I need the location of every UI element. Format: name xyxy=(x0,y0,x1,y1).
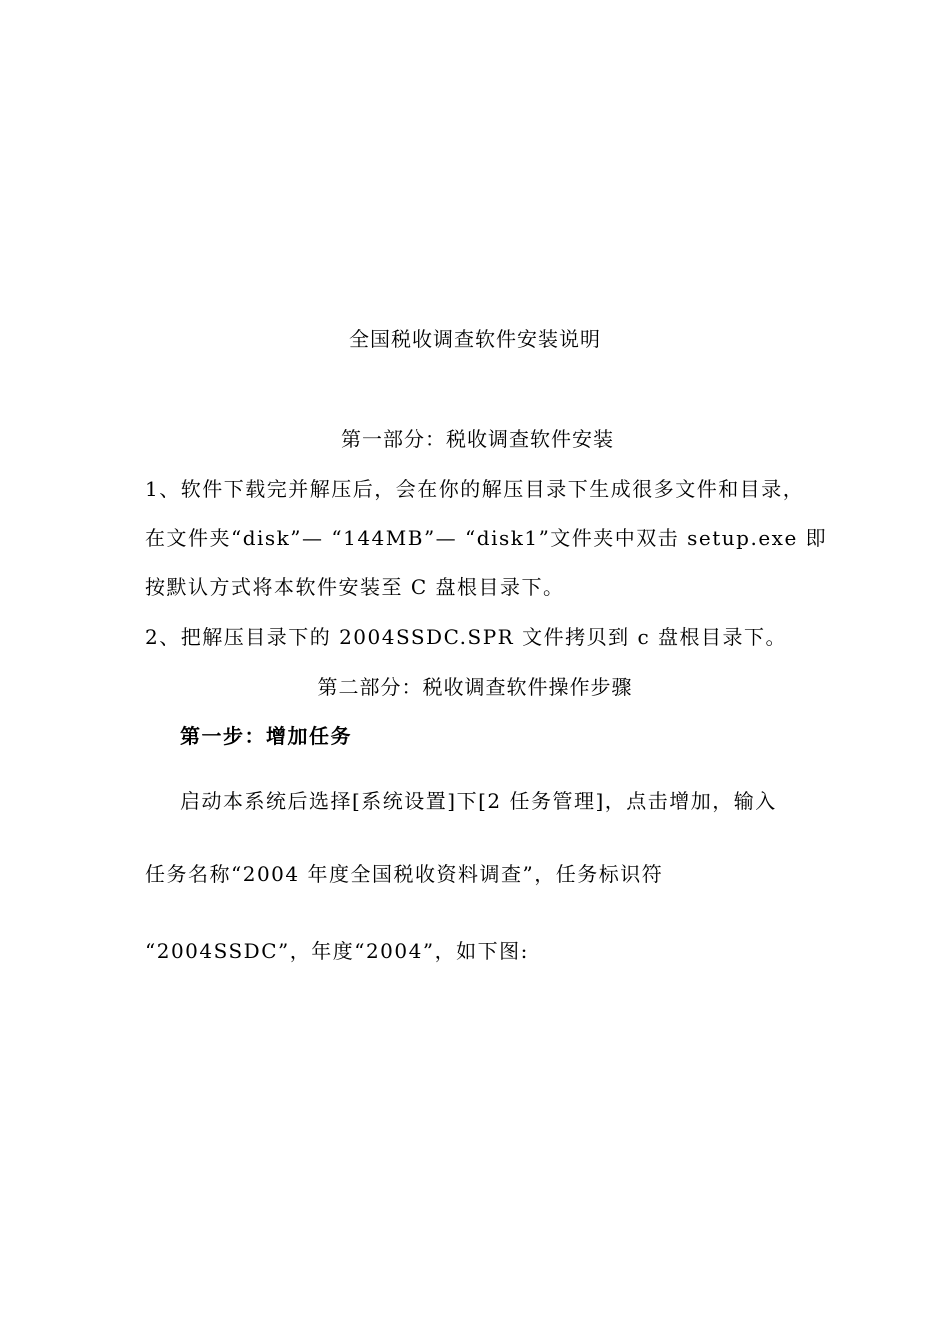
part2-line-3: “2004SSDC”，年度“2004”，如下图: xyxy=(145,939,529,963)
step1-heading: 第一步：增加任务 xyxy=(180,724,352,748)
part2-line-2: 任务名称“2004 年度全国税收资料调查”，任务标识符 xyxy=(145,862,664,886)
part1-line-3: 按默认方式将本软件安装至 C 盘根目录下。 xyxy=(145,575,565,599)
part1-line-4: 2、把解压目录下的 2004SSDC.SPR 文件拷贝到 c 盘根目录下。 xyxy=(145,625,788,649)
document-title: 全国税收调查软件安装说明 xyxy=(349,327,601,351)
part1-line-2: 在文件夹“disk”— “144MB”— “disk1”文件夹中双击 setup.exe 即 xyxy=(145,526,828,550)
part2-line-1: 启动本系统后选择[系统设置]下[2 任务管理]，点击增加，输入 xyxy=(180,789,777,813)
part1-line-1: 1、软件下载完并解压后，会在你的解压目录下生成很多文件和目录， xyxy=(145,477,805,501)
part2-heading: 第二部分：税收调查软件操作步骤 xyxy=(317,675,633,699)
part1-heading: 第一部分：税收调查软件安装 xyxy=(341,427,614,451)
